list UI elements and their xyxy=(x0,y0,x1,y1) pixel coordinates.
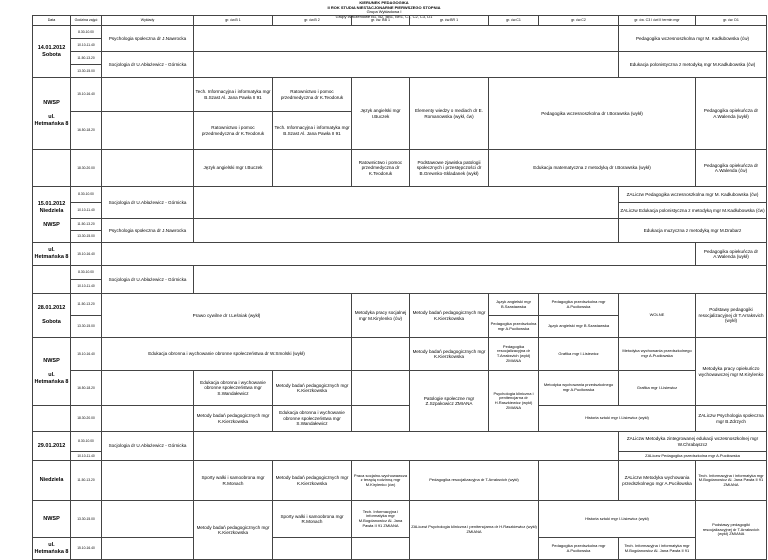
lecture-cell: Socjologia dr U.Abłażewicz - Górnicka xyxy=(102,187,194,219)
class-cell: Język angielski mgr I.Buczek xyxy=(352,78,410,150)
col-header: Godzina zajęć xyxy=(71,16,102,26)
class-cell: Sporty walki i samoobrona mgr R.Monach xyxy=(273,501,352,538)
time-cell: 13.30-15.00 xyxy=(71,501,102,538)
col-header: Data xyxy=(33,16,71,26)
class-cell: Podstawowe zjawiska patologii społecznych i przestępczości dr B.Grewnko-Skladanek (wykł) xyxy=(410,150,489,187)
class-cell: Podstawy pedagogiki resocjalizacyjnej dr T.Arraksvich (wykł) ZMIANA xyxy=(696,501,767,560)
time-cell: 8.30-10.00 xyxy=(71,187,102,203)
time-cell: 11.50-13.20 xyxy=(71,461,102,501)
class-cell: ZALiczwi Psychologia kliniczna i penitencjarna dr H.Raszkiewicz (wykł) ZMIANA xyxy=(410,501,539,560)
class-cell: ZALiczw Metodyka zintegrowanej edukacji wczesnoszkolnej mgr W.Chrabąszcz xyxy=(619,432,767,452)
timetable xyxy=(32,15,767,560)
empty-cell xyxy=(194,219,619,243)
col-header: gr. ćw.C1 xyxy=(489,16,539,26)
date-cell: ul. Hetmańska 8 xyxy=(33,538,71,560)
time-cell: 11.50-13.20 xyxy=(71,219,102,231)
class-cell: Grafika mgr I.Lisiewicz xyxy=(619,371,696,406)
date-cell xyxy=(33,266,71,294)
time-cell: 8.30-10.00 xyxy=(71,432,102,452)
empty-cell xyxy=(539,461,619,501)
empty-cell xyxy=(102,461,194,501)
lecture-cell: Socjologia dr U.Abłażewicz - Górnicka xyxy=(102,266,194,294)
time-cell: 11.50-13.20 xyxy=(71,52,102,65)
class-cell: Pedagogika resocjalizacyjna dr T.Arraksvich (wykł) xyxy=(410,461,539,501)
class-cell: ZALiczw Edukacja polonistyczna z metodyką mgr M.Kadłubowska (ćw) xyxy=(619,203,767,219)
class-cell: Pedagogika przedszkolna mgr A.Puciłowska xyxy=(539,538,619,560)
col-header: gr. ćw. C3 I ćwl II termin mgr xyxy=(619,16,696,26)
class-cell: Metody badań pedagogicznych mgr K.Kierzkowska xyxy=(273,371,352,406)
class-cell: Edukacja polonistyczna z metodyką mgr M.Kadłubowska (ćw) xyxy=(619,52,767,78)
time-cell: 15.10-16.40 xyxy=(71,338,102,371)
class-cell: Metodyka pracy opiekuńczo wychowawczej mgr M.Kirylenko xyxy=(696,338,767,406)
time-cell: 16.50-18.20 xyxy=(71,371,102,406)
time-cell: 8.30-10.00 xyxy=(71,26,102,39)
header-line-1: KIERUNEK PEDAGOGIKA xyxy=(359,0,409,5)
col-header: gr. ćw.B 2 xyxy=(273,16,352,26)
class-cell: Język angielski mgr I.Buczek xyxy=(194,150,273,187)
lecture-cell: Historia sztuki mgr I.Lisiewicz (wykł) xyxy=(539,501,696,538)
lecture-cell: Edukacja matematyczna z metodyką dr I.Borawska (wykł) xyxy=(489,150,696,187)
empty-cell xyxy=(102,78,194,112)
class-cell: Grafika mgr I.Lisiewicz xyxy=(539,338,619,371)
class-cell: Metody badań pedagogicznych mgr K.Kierzkowska xyxy=(194,406,273,432)
class-cell: Ratownictwo i pomoc przedmedyczna dr K.Teodoruk xyxy=(194,112,273,150)
class-cell: Tech. Informacyjna i informatyka mgr B.Szast Al. Jana Pawła II 91 xyxy=(273,112,352,150)
col-header: gr. ćw. BB 1 xyxy=(352,16,410,26)
empty-cell xyxy=(273,538,352,560)
time-cell: 10.10-11.40 xyxy=(71,452,102,461)
date-cell: 15.01.2012 Niedziela NWSP xyxy=(33,187,71,243)
class-cell: Ratownictwo i pomoc przedmedyczna dr K.Teodoruk xyxy=(273,78,352,112)
empty-cell xyxy=(102,112,194,150)
time-cell: 10.10-11.40 xyxy=(71,280,102,294)
date-cell: 29.01.2012 xyxy=(33,432,71,461)
date-cell: NWSP ul. Hetmańska 8 xyxy=(33,78,71,150)
time-cell: 15.10-16.40 xyxy=(71,538,102,560)
class-cell: ZALiczw Pedagogika przedszkolna mgr A.Puciłowska xyxy=(619,452,767,461)
date-cell: 14.01.2012 Sobota xyxy=(33,26,71,78)
time-cell: 13.30-15.00 xyxy=(71,231,102,243)
empty-cell xyxy=(352,538,410,560)
class-cell: Tech. Informacyjna i informatyka mgr M.Bogdanowicz Al. Jana Pawła II 91 ZMIANA xyxy=(696,461,767,501)
class-cell: Tech. Informacyjna i informatyka mgr B.Szast Al. Jana Pawła II 91 xyxy=(194,78,273,112)
class-cell: Język angielski mgr B.Szastawska xyxy=(539,316,619,338)
empty-cell xyxy=(352,338,410,371)
time-cell: 10.10-11.40 xyxy=(71,39,102,52)
class-cell: Język angielski mgr B.Szastawska xyxy=(489,294,539,316)
class-cell: Metody badań pedagogicznych mgr K.Kierzkowska xyxy=(410,294,489,338)
class-cell: Tech. Informacyjna i informatyka mgr M.Bogdanowicz Al. Jana Pawła II 91 xyxy=(619,538,696,560)
lecture-cell: Psychologia społeczna dr J.Nawrocka xyxy=(102,219,194,243)
class-cell: ZALiczw Pedagogika wczesnoszkolna mgr M. Kadłubowska (ćw) xyxy=(619,187,767,203)
class-cell: Pedagogika przedszkolna mgr A.Puciłowska xyxy=(539,294,619,316)
class-cell: Pedagogika resocjalizacyjna dr T.Arraksvich (wykł) ZMIANA xyxy=(489,338,539,371)
empty-cell xyxy=(102,538,194,560)
date-cell: ul. Hetmańska 8 xyxy=(33,243,71,266)
empty-cell xyxy=(194,26,619,52)
class-cell: Metody badań pedagogicznych mgr K.Kierzkowska xyxy=(410,338,489,371)
empty-cell xyxy=(102,501,194,538)
class-cell: ZALiczw Psychologia społeczna mgr B.Zdrzych xyxy=(696,406,767,432)
lecture-cell: Psychologia społeczna dr J.Nawrocka xyxy=(102,26,194,52)
class-cell: Ratownictwo i pomoc przedmedyczna dr K.Teodoruk xyxy=(352,150,410,187)
empty-cell xyxy=(33,150,71,187)
time-cell: 11.50-13.20 xyxy=(71,294,102,316)
empty-cell xyxy=(102,371,194,406)
class-cell: Pedagogika opiekuńcza dr A.Walenda (wykł) xyxy=(696,78,767,150)
date-cell: NWSP xyxy=(33,501,71,538)
empty-cell xyxy=(352,406,410,432)
class-cell: Metody badań pedagogicznych mgr K.Kierzkowska xyxy=(194,501,273,560)
lecture-cell: Historia sztuki mgr I.Lisiewicz (wykł) xyxy=(539,406,696,432)
class-cell: Edukacja muzyczna z metodyką mgr M.Drabarz xyxy=(619,219,767,243)
empty-cell xyxy=(102,150,194,187)
class-cell: Pedagogika przedszkolna mgr A.Puciłowska xyxy=(489,316,539,338)
empty-cell xyxy=(194,52,619,78)
class-cell: Tech. Informacyjna i informatyka mgr M.Bogdanowicz Al. Jana Pawła II 91 ZMIANA xyxy=(352,501,410,538)
empty-cell xyxy=(194,187,619,219)
date-cell: 28.01.2012 Sobota xyxy=(33,294,71,338)
class-cell: Pedagogika opiekuńcza dr A.Walenda (wykł) xyxy=(696,243,767,266)
time-cell: 10.10-11.40 xyxy=(71,203,102,219)
empty-cell xyxy=(102,406,194,432)
time-cell: 15.10-16.40 xyxy=(71,243,102,266)
class-cell: Sporty walki i samoobrona mgr R.Monach xyxy=(194,461,273,501)
class-cell: Metodyka wychowania przedszkolnego mgr A.Puciłowska xyxy=(539,371,619,406)
header-line-3: Grupa Wykładowa I xyxy=(366,9,402,15)
empty-cell xyxy=(352,371,410,406)
col-header: gr. ćw.B 1 xyxy=(194,16,273,26)
class-cell: Metody badań pedagogicznych mgr K.Kierzkowska xyxy=(273,461,352,501)
class-cell: Pedagogika wczesnoszkolna mgr M. Kadłubowska (ćw) xyxy=(619,26,767,52)
class-cell: Praca socjalno-wychowawcza z terapią rodzinną mgr M.Kirylenko (ćw) xyxy=(352,461,410,501)
date-cell: Niedziela xyxy=(33,461,71,501)
lecture-cell: Edukacja obronna i wychowanie obronne społeczeństwa dr W.Smolski (wykł) xyxy=(102,338,352,371)
lecture-cell: Socjologia dr U.Abłażewicz - Górnicka xyxy=(102,432,194,461)
class-cell: Edukacja obronna i wychowanie obronne społeczeństwa mgr S.Wandałewicz xyxy=(194,371,273,406)
free-cell: WOLNE xyxy=(619,294,696,338)
time-cell: 18.30-20.00 xyxy=(71,150,102,187)
time-cell: 16.50-18.20 xyxy=(71,112,102,150)
class-cell: ZALiczw Metodyka wychowania przedszkolnego mgr A.Puciłowska xyxy=(619,461,696,501)
class-cell: Metodyka pracy socjalnej mgr M.Kirylenko (ćw) xyxy=(352,294,410,338)
class-cell: Elementy wiedzy o mediach dr E. Romanowska (wykł, ćw) xyxy=(410,78,489,150)
header-row xyxy=(33,16,767,26)
class-cell: Psychologia kliniczna i penitencjarna dr H.Raszkiewicz (wykł) ZMIANA xyxy=(489,371,539,432)
lecture-cell: Socjologia dr U.Abłażewicz - Górnicka xyxy=(102,52,194,78)
class-cell: Podstawy pedagogiki resocjalizacyjnej dr T.Arraksvich (wykł) xyxy=(696,294,767,338)
class-cell: Edukacja obronna i wychowanie obronne społeczeństwa mgr S.Wandałewicz xyxy=(273,406,352,432)
lecture-cell: Pedagogika wczesnoszkolna dr I.Borawska (wykł) xyxy=(489,78,696,150)
time-cell: 13.30-15.00 xyxy=(71,316,102,338)
time-cell: 15.10-16.40 xyxy=(71,78,102,112)
col-header: gr. ćw.C2 xyxy=(539,16,619,26)
header-line-2: II ROK STUDIA NIESTACJONARNE PIERWSZEGO STOPNIA xyxy=(327,4,441,10)
col-header: Wykłady xyxy=(102,16,194,26)
empty-cell xyxy=(194,266,767,294)
page-header xyxy=(0,0,768,19)
date-cell: NWSP ul. Hetmańska 8 xyxy=(33,338,71,406)
empty-cell xyxy=(102,243,696,266)
empty-cell xyxy=(273,150,352,187)
class-cell: Pedagogika opiekuńcza dr A.Walenda (ćw) xyxy=(696,150,767,187)
time-cell: 8.30-10.00 xyxy=(71,266,102,280)
class-cell: Metodyka wychowania przedszkolnego mgr A.Puciłowska xyxy=(619,338,696,371)
class-cell: Patologie społeczne mgr Z.Szpakowicz ZMIANA xyxy=(410,371,489,432)
header-line-4: Grupy ćwiczeniowe B1, B2, BB1, BR1, C1, C2, C3, D1 xyxy=(335,13,433,19)
time-cell: 18.30-20.00 xyxy=(71,406,102,432)
col-header: gr. ćw.BR 1 xyxy=(410,16,489,26)
col-header: gr. ćw. D1 xyxy=(696,16,767,26)
empty-cell xyxy=(194,432,619,461)
lecture-cell: Prawo cywilne dr I.Leśniak (wykł) xyxy=(102,294,352,338)
empty-cell xyxy=(33,406,71,432)
time-cell: 13.30-15.00 xyxy=(71,65,102,78)
